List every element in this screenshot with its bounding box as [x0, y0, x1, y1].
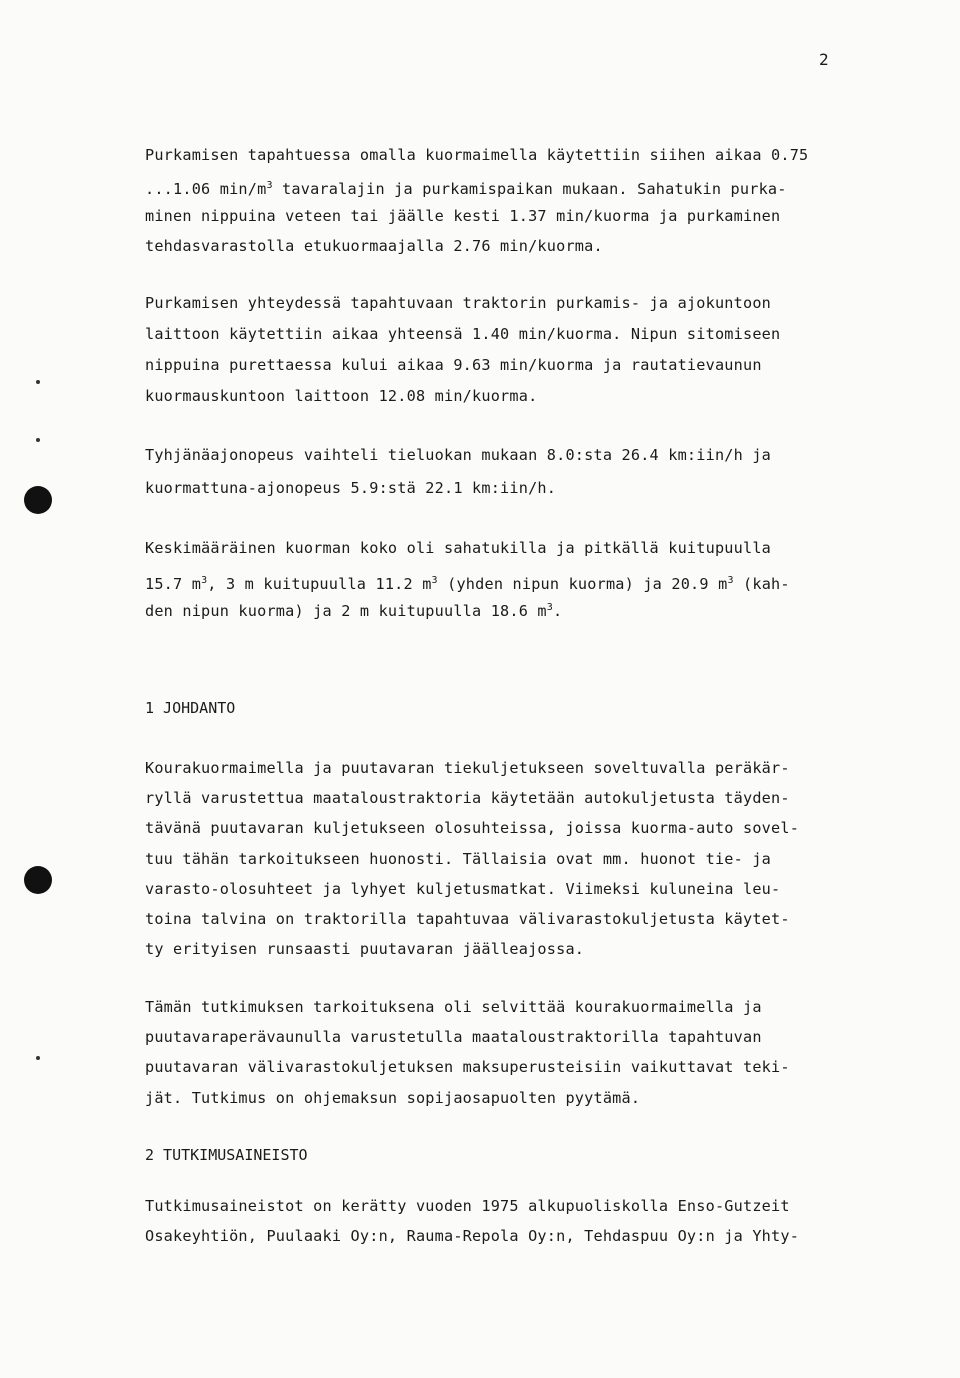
- speck: [36, 438, 40, 442]
- summary-line: [145, 445, 771, 465]
- punch-hole-bottom: [24, 866, 52, 894]
- text-run: , 3 m kuitupuulla 11.2 m: [207, 575, 432, 593]
- johdanto-line: Kourakuormaimella ja puutavaran tiekuljetukseen soveltuvalla peräkär-: [145, 759, 790, 777]
- page-number: 2: [819, 50, 829, 69]
- text-run: ...1.06 min/m: [145, 180, 267, 198]
- tutkimusaineisto-line: Osakeyhtiön, Puulaaki Oy:n, Rauma-Repola Oy:n, Tehdaspuu Oy:n ja Yhty-: [145, 1227, 800, 1246]
- johdanto-line: ryllä varustettua maataloustraktoria käytetään autokuljetusta täyden-: [145, 789, 790, 808]
- summary-line: [145, 145, 808, 165]
- speck: [36, 1056, 40, 1060]
- text-run: Purkamisen tapahtuessa omalla kuormaimella käytettiin siihen aikaa 0.75: [145, 146, 809, 164]
- superscript: 3: [266, 180, 273, 191]
- text-run: (kah-: [733, 575, 790, 593]
- johdanto-line: Tämän tutkimuksen tarkoituksena oli selvittää kourakuormaimella ja: [145, 998, 762, 1016]
- text-run: Keskimääräinen kuorman koko oli sahatukilla ja pitkällä kuitupuulla: [145, 539, 772, 557]
- summary-line: [145, 571, 790, 594]
- superscript: 3: [546, 602, 554, 613]
- text-run: .: [553, 602, 563, 620]
- summary-line: [145, 538, 771, 558]
- text-run: Purkamisen yhteydessä tapahtuvaan traktorin purkamis- ja ajokuntoon: [145, 294, 772, 312]
- summary-line: [145, 236, 603, 256]
- summary-line: [145, 355, 762, 375]
- punch-hole-top: [24, 486, 52, 514]
- section-heading-johdanto: 1 JOHDANTO: [145, 699, 236, 717]
- text-run: kuormauskuntoon laittoon 12.08 min/kuorma.: [145, 387, 538, 405]
- text-run: Tyhjänäajonopeus vaihteli tieluokan mukaan 8.0:sta 26.4 km:iin/h ja: [145, 446, 772, 464]
- section-heading-tutkimusaineisto: 2 TUTKIMUSAINEISTO: [145, 1146, 308, 1164]
- text-run: tavaralajin ja purkamispaikan mukaan. Sahatukin purka-: [272, 180, 787, 198]
- johdanto-line: ty erityisen runsaasti puutavaran jäälleajossa.: [145, 940, 585, 959]
- text-run: kuormattuna-ajonopeus 5.9:stä 22.1 km:iin/h.: [145, 479, 557, 497]
- johdanto-line: puutavaran välivarastokuljetuksen maksuperusteisiin vaikuttavat teki-: [145, 1058, 790, 1077]
- johdanto-line: puutavaraperävaunulla varustetulla maataloustraktorilla tapahtuvan: [145, 1028, 762, 1047]
- summary-line: [145, 293, 771, 313]
- summary-line: [145, 478, 556, 498]
- text-run: minen nippuina veteen tai jäälle kesti 1.37 min/kuorma ja purkaminen: [145, 207, 781, 225]
- johdanto-line: toina talvina on traktorilla tapahtuvaa välivarastokuljetusta käytet-: [145, 910, 790, 928]
- text-run: tehdasvarastolla etukuormaajalla 2.76 min/kuorma.: [145, 237, 603, 255]
- text-run: laittoon käytettiin aikaa yhteensä 1.40 min/kuorma. Nipun sitomiseen: [145, 325, 781, 343]
- speck: [36, 380, 40, 384]
- superscript: 3: [201, 575, 208, 586]
- superscript: 3: [727, 575, 734, 586]
- summary-line: [145, 598, 562, 621]
- johdanto-line: tuu tähän tarkoitukseen huonosti. Tällaisia ovat mm. huonot tie- ja: [145, 849, 772, 868]
- text-run: den nipun kuorma) ja 2 m kuitupuulla 18.6 m: [145, 602, 547, 620]
- summary-line: [145, 206, 780, 226]
- johdanto-line: tävänä puutavaran kuljetukseen olosuhteissa, joissa kuorma-auto sovel-: [145, 819, 800, 838]
- tutkimusaineisto-line: Tutkimusaineistot on kerätty vuoden 1975 alkupuoliskolla Enso-Gutzeit: [145, 1197, 790, 1215]
- text-run: nippuina purettaessa kului aikaa 9.63 min/kuorma ja rautatievaunun: [145, 356, 762, 374]
- text-run: 15.7 m: [145, 575, 202, 593]
- superscript: 3: [431, 575, 438, 586]
- johdanto-line: varasto-olosuhteet ja lyhyet kuljetusmatkat. Viimeksi kuluneina leu-: [145, 879, 781, 898]
- summary-line: [145, 324, 780, 344]
- summary-line: [145, 386, 537, 406]
- summary-line: [145, 176, 787, 199]
- text-run: (yhden nipun kuorma) ja 20.9 m: [437, 575, 728, 593]
- johdanto-line: jät. Tutkimus on ohjemaksun sopijaosapuolten pyytämä.: [145, 1088, 641, 1107]
